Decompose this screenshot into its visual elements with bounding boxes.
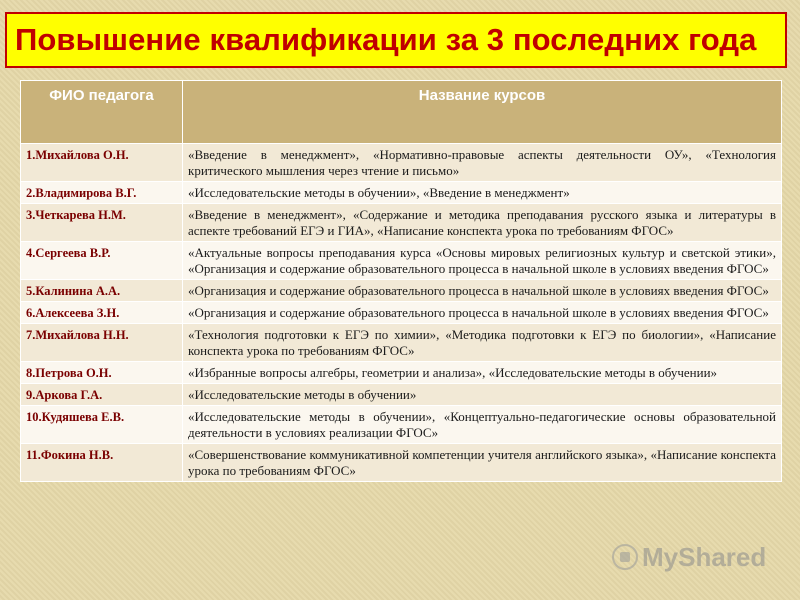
table-row xyxy=(21,242,782,280)
teacher-name: 6.Алексеева З.Н. xyxy=(21,302,183,324)
header-teacher-name: ФИО педагога xyxy=(21,81,183,144)
teacher-name: 2.Владимирова В.Г. xyxy=(21,182,183,204)
teacher-name: 11.Фокина Н.В. xyxy=(21,444,183,482)
title-banner xyxy=(5,12,787,68)
table-row xyxy=(21,302,782,324)
page-title: Повышение квалификации за 3 последних года xyxy=(15,22,757,57)
course-list: «Введение в менеджмент», «Содержание и методика преподавания русского языка и литературы в аспекте требований ЕГЭ и ГИА», «Написание конспекта урока по требованиям ФГОС» xyxy=(183,204,782,242)
course-list: «Исследовательские методы в обучении», «Введение в менеджмент» xyxy=(183,182,782,204)
watermark-text: MyShared xyxy=(642,541,767,572)
course-list: «Исследовательские методы в обучении» xyxy=(183,384,782,406)
watermark xyxy=(612,540,782,574)
table-row xyxy=(21,204,782,242)
course-list: «Совершенствование коммуникативной компетенции учителя английского языка», «Написание конспекта урока по требованиям ФГОС» xyxy=(183,444,782,482)
table-row xyxy=(21,384,782,406)
myshared-logo-icon xyxy=(612,544,638,570)
table-row xyxy=(21,406,782,444)
table-row xyxy=(21,362,782,384)
header-course-names: Название курсов xyxy=(183,81,782,144)
teacher-name: 10.Кудяшева Е.В. xyxy=(21,406,183,444)
course-list: «Технология подготовки к ЕГЭ по химии», «Методика подготовки к ЕГЭ по биологии», «Написание конспекта урока по требованиям ФГОС» xyxy=(183,324,782,362)
teacher-name: 9.Аркова Г.А. xyxy=(21,384,183,406)
table-row xyxy=(21,444,782,482)
teacher-name: 3.Четкарева Н.М. xyxy=(21,204,183,242)
course-list: «Введение в менеджмент», «Нормативно-правовые аспекты деятельности ОУ», «Технология критического мышления через чтение и письмо» xyxy=(183,144,782,182)
qualification-table xyxy=(20,80,782,482)
teacher-name: 1.Михайлова О.Н. xyxy=(21,144,183,182)
teacher-name: 7.Михайлова Н.Н. xyxy=(21,324,183,362)
teacher-name: 5.Калинина А.А. xyxy=(21,280,183,302)
table-header-row xyxy=(21,81,782,144)
course-list: «Актуальные вопросы преподавания курса «Основы мировых религиозных культур и светской этики», «Организация и содержание образовательного процесса в начальной школе в условиях введения ФГОС» xyxy=(183,242,782,280)
table-row xyxy=(21,144,782,182)
teacher-name: 8.Петрова О.Н. xyxy=(21,362,183,384)
course-list: «Исследовательские методы в обучении», «Концептуально-педагогические основы образовательной деятельности в условиях реализации ФГОС» xyxy=(183,406,782,444)
teacher-name: 4.Сергеева В.Р. xyxy=(21,242,183,280)
course-list: «Организация и содержание образовательного процесса в начальной школе в условиях введения ФГОС» xyxy=(183,302,782,324)
table-row xyxy=(21,324,782,362)
table-row xyxy=(21,280,782,302)
course-list: «Организация и содержание образовательного процесса в начальной школе в условиях введения ФГОС» xyxy=(183,280,782,302)
course-list: «Избранные вопросы алгебры, геометрии и анализа», «Исследовательские методы в обучении» xyxy=(183,362,782,384)
table-row xyxy=(21,182,782,204)
